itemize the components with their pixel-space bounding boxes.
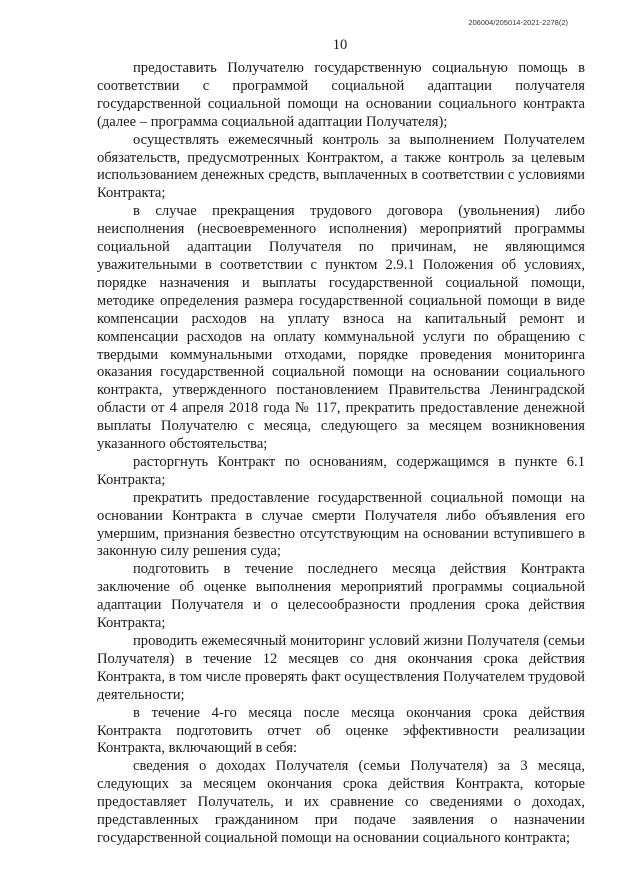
paragraph-prepare-conclusion: подготовить в течение последнего месяца действия Контракта заключение об оценке выполнения мероприятий программы социальной адаптации Получателя и о целесообразности продления срока действия Контракта; — [97, 561, 585, 632]
paragraph-monthly-monitoring: проводить ежемесячный мониторинг условий жизни Получателя (семьи Получателя) в течение 12 месяцев со дня окончания срока действия Контракта, в том числе проверять факт осуществления Получателем трудовой деятельности; — [97, 633, 585, 703]
document-id: 206004/205014-2021-2278(2) — [468, 18, 568, 27]
page-number: 10 — [332, 37, 348, 53]
paragraph-termination-of-payment: в случае прекращения трудового договора (увольнения) либо неисполнения (несвоевременного исполнения) мероприятий программы социальной адаптации Получателя по причинам, не являющимся уважительными в соответствии с пунктом 2.9.1 Положения об условиях, порядке назначения и выплаты государственной социальной помощи, методике определения размера государственной социальной помощи в виде компенсации расходов на уплату взноса на капитальный ремонт и компенсации расходов на оплату коммунальной услуги по обращению с твердыми коммунальными отходами, порядке проведения мониторинга оказания государственной социальной помощи на основании социального контракта, утвержденного постановлением Правительства Ленинградской области от 4 апреля 2018 года № 117, прекратить предоставление денежной выплаты Получателю с месяца, следующего за месяцем возникновения указанного обстоятельства; — [97, 203, 585, 453]
document-body — [97, 60, 585, 848]
paragraph-monthly-control: осуществлять ежемесячный контроль за выполнением Получателем обязательств, предусмотренных Контрактом, а также контроль за целевым использованием денежных средств, выплаченных в соответствии с условиями Контракта; — [97, 131, 585, 202]
paragraph-stop-assistance: прекратить предоставление государственной социальной помощи на основании Контракта в случае смерти Получателя либо объявления его умершим, признания безвестно отсутствующим на основании вступившего в законную силу решения суда; — [97, 489, 585, 560]
paragraph-terminate-contract: расторгнуть Контракт по основаниям, содержащимся в пункте 6.1 Контракта; — [97, 453, 585, 488]
paragraph-efficiency-report: в течение 4-го месяца после месяца окончания срока действия Контракта подготовить отчет об оценке эффективности реализации Контракта, включающий в себя: — [97, 704, 585, 757]
paragraph-income-information: сведения о доходах Получателя (семьи Получателя) за 3 месяца, следующих за месяцем окончания срока действия Контракта, которые предоставляет Получатель, и их сравнение со сведениями о доходах, представленных гражданином при подаче заявления о назначении государственной социальной помощи на основании социального контракта; — [97, 758, 585, 846]
paragraph-provide-assistance: предоставить Получателю государственную социальную помощь в соответствии с программой социальной адаптации получателя государственной социальной помощи на основании социального контракта (далее – программа социальной адаптации Получателя); — [97, 60, 585, 130]
